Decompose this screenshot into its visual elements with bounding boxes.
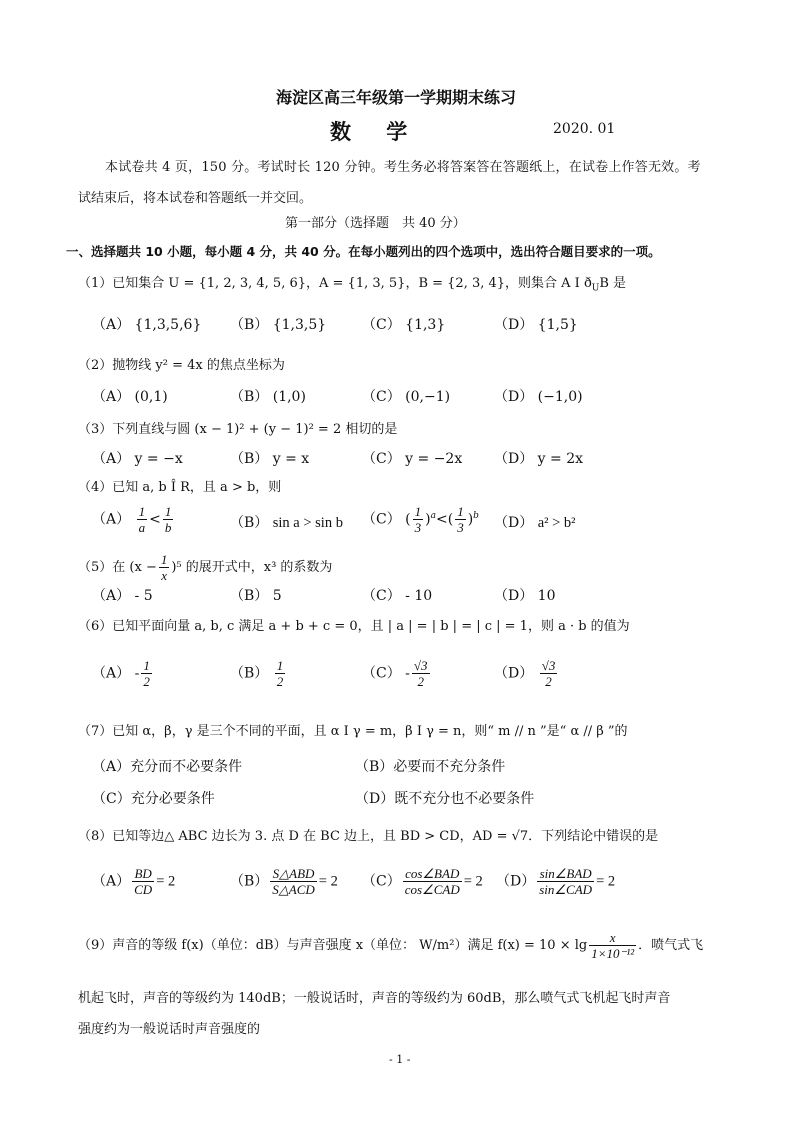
exam-date: 2020. 01 [553, 121, 616, 137]
page-number: - 1 - [389, 1053, 411, 1066]
question-5-option-a: （A） - 5 [92, 588, 153, 604]
question-2-option-d: （D） (−1,0) [494, 389, 583, 405]
question-9-line-2: 机起飞时，声音的等级约为 140dB；一般说话时，声音的等级约为 60dB，那么喷气式飞机起飞时声音 [78, 991, 671, 1006]
question-6-option-c: （C） - $\frac{√3}{2}$ [362, 658, 428, 689]
question-7-option-b: （B）必要而不充分条件 [355, 759, 506, 775]
question-4-option-a: （A） $\frac{1}{a}$ < $\frac{1}{b}$ [92, 504, 172, 535]
question-2-option-c: （C） (0,−1) [362, 389, 451, 405]
question-1-option-b: （B） {1,3,5} [230, 317, 327, 333]
question-7-stem: （7）已知 α，β，γ 是三个不同的平面，且 α Ι γ = m，β Ι γ = n，则“ m // n ”是“ α // β ”的 [78, 724, 628, 739]
intro-line-2: 试结束后，将本试卷和答题纸一并交回。 [78, 191, 313, 206]
question-3-option-b: （B） y = x [230, 451, 310, 467]
part-heading: 第一部分（选择题 共 40 分） [285, 216, 466, 231]
question-1-option-c: （C） {1,3} [362, 317, 446, 333]
question-7-option-d: （D）既不充分也不必要条件 [355, 791, 535, 807]
question-8-option-d: （D） $\frac{\text{sin∠BAD}}{\text{sin∠CAD}}$ = 2 [496, 866, 616, 897]
question-4-stem: （4）已知 a, b Î R，且 a > b，则 [78, 480, 282, 495]
question-3-option-d: （D） y = 2x [494, 451, 584, 467]
question-9-line-3: 强度约为一般说话时声音强度的 [78, 1022, 261, 1037]
exam-title: 海淀区高三年级第一学期期末练习 [276, 88, 517, 107]
question-5-option-b: （B） 5 [230, 588, 282, 604]
question-6-option-d: （D） $\frac{√3}{2}$ [494, 658, 556, 689]
question-8-option-a: （A） $\frac{BD}{CD}$ = 2 [92, 866, 176, 897]
question-4-option-d: （D） a² > b² [494, 515, 576, 531]
question-6-stem: （6）已知平面向量 a, b, c 满足 a + b + c = 0，且 | a | = | b | = | c | = 1，则 a · b 的值为 [78, 619, 630, 634]
section-instruction: 一、选择题共 10 小题，每小题 4 分，共 40 分。在每小题列出的四个选项中，选出符合题目要求的一项。 [66, 244, 661, 259]
subject-title: 数 学 [330, 120, 422, 144]
question-9-stem: （9）声音的等级 f(x)（单位：dB）与声音强度 x（单位： W/m²）满足 f(x) = 10 × lg $\frac{x}{\text{1×10⁻¹²}}$ ．喷气式飞 [78, 930, 704, 961]
question-8-option-c: （C） $\frac{\text{cos∠BAD}}{\text{cos∠CAD}}$ = 2 [362, 866, 483, 897]
question-1-option-d: （D） {1,5} [494, 317, 578, 333]
question-7-option-c: （C）充分必要条件 [92, 791, 215, 807]
question-6-option-b: （B） $\frac{1}{2}$ [230, 658, 284, 689]
question-5-option-d: （D） 10 [494, 588, 556, 604]
question-4-option-b: （B） sin a > sin b [230, 515, 343, 531]
question-8-stem: （8）已知等边△ ABC 边长为 3. 点 D 在 BC 边上，且 BD > CD，AD = √7．下列结论中错误的是 [78, 829, 659, 844]
question-2-option-a: （A） (0,1) [92, 389, 168, 405]
question-5-option-c: （C） - 10 [362, 588, 433, 604]
question-5-stem: （5）在 (x − $\frac{1}{x}$ )⁵ 的展开式中，x³ 的系数为 [78, 552, 333, 583]
question-2-stem: （2）抛物线 y² = 4x 的焦点坐标为 [78, 358, 285, 373]
question-4-option-c: （C） ( $\frac{1}{3}$ )$^a$<( $\frac{1}{3}$ )$^b$ [362, 504, 479, 535]
question-6-option-a: （A） - $\frac{1}{2}$ [92, 658, 150, 689]
question-3-option-c: （C） y = −2x [362, 451, 463, 467]
question-7-option-a: （A）充分而不必要条件 [92, 759, 243, 775]
question-2-option-b: （B） (1,0) [230, 389, 306, 405]
intro-line-1: 本试卷共 4 页，150 分。考试时长 120 分钟。考生务必将答案答在答题纸上，在试卷上作答无效。考 [105, 160, 701, 175]
question-3-option-a: （A） y = −x [92, 451, 183, 467]
question-3-stem: （3）下列直线与圆 (x − 1)² + (y − 1)² = 2 相切的是 [78, 422, 398, 437]
question-1-stem: （1）已知集合 U = {1, 2, 3, 4, 5, 6}，A = {1, 3, 5}，B = {2, 3, 4}，则集合 A Ι $ð_UB$ 是 [78, 276, 627, 294]
question-1-option-a: （A） {1,3,5,6} [92, 317, 202, 333]
question-8-option-b: （B） $\frac{\text{S△ABD}}{\text{S△ACD}}$ = 2 [230, 866, 338, 897]
